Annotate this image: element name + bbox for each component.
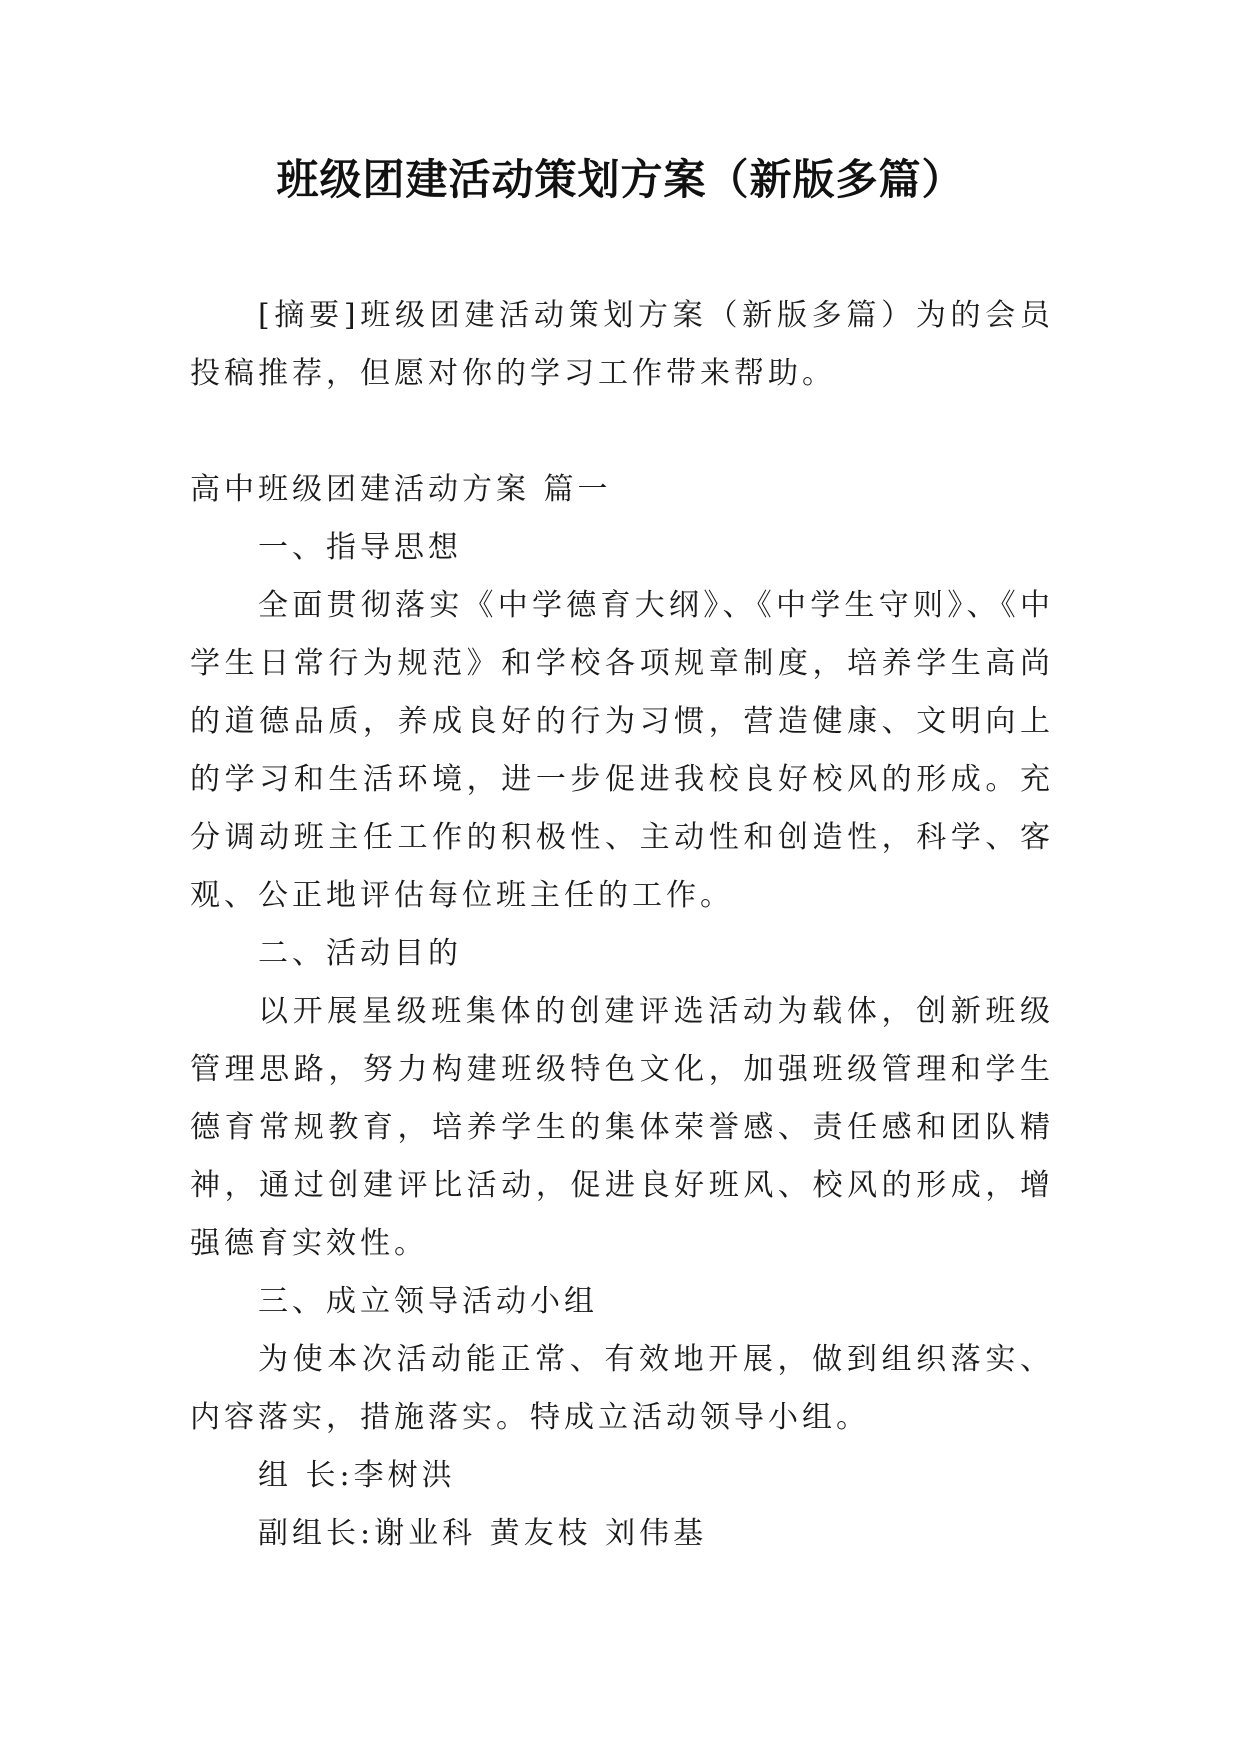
paragraph-guiding-ideology: 全面贯彻落实《中学德育大纲》、《中学生守则》、《中学生日常行为规范》和学校各项规章制度，培养学生高尚的道德品质，养成良好的行为习惯，营造健康、文明向上的学习和生活环境，进一步促进我校良好校风的形成。充分调动班主任工作的积极性、主动性和创造性，科学、客观、公正地评估每位班主任的工作。 [190, 588, 1054, 913]
group-leader-line: 组 长:李树洪 [258, 1458, 456, 1493]
deputy-leaders-line: 副组长:谢业科 黄友枝 刘伟基 [258, 1516, 708, 1551]
summary-paragraph: [摘要]班级团建活动策划方案（新版多篇）为的会员投稿推荐，但愿对你的学习工作带来帮助。 [190, 298, 1054, 391]
heading-guiding-ideology: 一、指导思想 [258, 530, 462, 565]
paragraph-activity-purpose: 以开展星级班集体的创建评选活动为载体，创新班级管理思路，努力构建班级特色文化，加强班级管理和学生德育常规教育，培养学生的集体荣誉感、责任感和团队精神，通过创建评比活动，促进良好班风、校风的形成，增强德育实效性。 [190, 994, 1054, 1261]
paragraph-leadership-group: 为使本次活动能正常、有效地开展，做到组织落实、内容落实，措施落实。特成立活动领导小组。 [190, 1342, 1054, 1435]
heading-activity-purpose: 二、活动目的 [258, 936, 462, 971]
document-title: 班级团建活动策划方案（新版多篇） [276, 155, 965, 204]
section-heading: 高中班级团建活动方案 篇一 [190, 472, 612, 507]
heading-leadership-group: 三、成立领导活动小组 [258, 1284, 598, 1319]
document-body [190, 287, 1054, 1563]
